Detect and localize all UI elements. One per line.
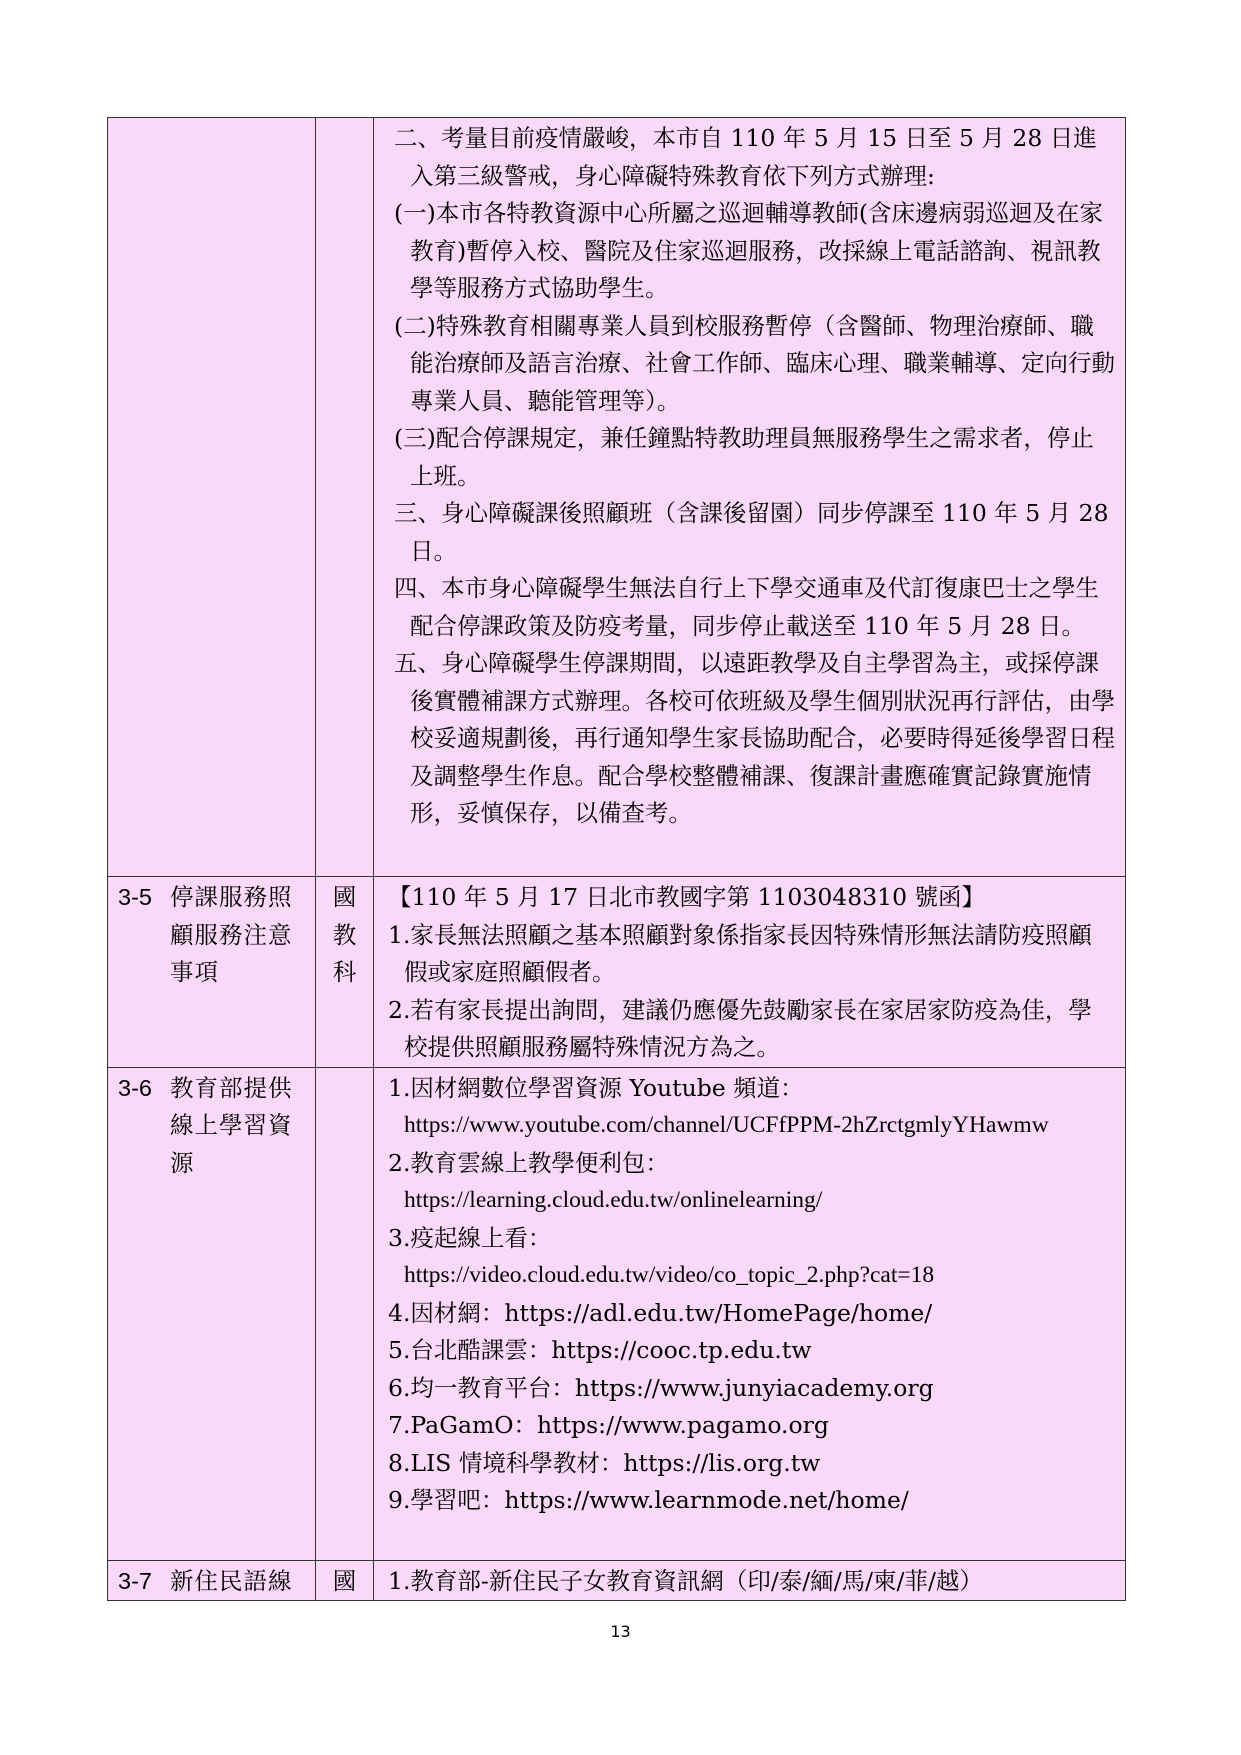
table-row bbox=[108, 1560, 1126, 1601]
paragraph: 二、考量目前疫情嚴峻，本市自 110 年 5 月 15 日至 5 月 28 日進入第三級警戒，身心障礙特殊教育依下列方式辦理: bbox=[394, 124, 1097, 190]
paragraph: 四、本市身心障礙學生無法自行上下學交通車及代訂復康巴士之學生配合停課政策及防疫考量，同步停止載送至 110 年 5 月 28 日。 bbox=[394, 574, 1099, 640]
resource-url[interactable]: https://video.cloud.edu.tw/video/co_topic_2.php?cat=18 bbox=[404, 1262, 935, 1288]
unit-label: 國 bbox=[332, 1566, 357, 1595]
unit-cell bbox=[316, 877, 374, 1068]
paragraph: 1.教育部-新住民子女教育資訊網（印/泰/緬/馬/柬/菲/越） bbox=[388, 1566, 983, 1595]
description-cell bbox=[374, 1560, 1126, 1601]
description-cell bbox=[374, 118, 1126, 877]
resource-link[interactable]: 4.因材網：https://adl.edu.tw/HomePage/home/ bbox=[388, 1298, 933, 1327]
item-cell bbox=[108, 1067, 316, 1560]
unit-cell bbox=[316, 1560, 374, 1601]
item-cell bbox=[108, 118, 316, 877]
item-number: 3-7 bbox=[118, 1567, 152, 1594]
paragraph: (三)配合停課規定，兼任鐘點特教助理員無服務學生之需求者，停止上班。 bbox=[394, 424, 1094, 490]
resource-link[interactable]: 9.學習吧：https://www.learnmode.net/home/ bbox=[388, 1486, 909, 1514]
item-cell bbox=[108, 1560, 316, 1601]
paragraph: (二)特殊教育相關專業人員到校服務暫停（含醫師、物理治療師、職能治療師及語言治療、社會工作師、臨床心理、職業輔導、定向行動專業人員、聽能管理等）。 bbox=[394, 311, 1115, 415]
table-row bbox=[108, 118, 1126, 877]
paragraph: 1.家長無法照顧之基本照顧對象係指家長因特殊情形無法請防疫照顧假或家庭照顧假者。 bbox=[388, 920, 1092, 986]
resource-link[interactable]: 8.LIS 情境科學教材：https://lis.org.tw bbox=[388, 1448, 821, 1477]
unit-cell bbox=[316, 118, 374, 877]
paragraph: 2.若有家長提出詢問，建議仍應優先鼓勵家長在家居家防疫為佳，學校提供照顧服務屬特殊情況方為之。 bbox=[388, 995, 1092, 1061]
paragraph: 【110 年 5 月 17 日北市教國字第 1103048310 號函】 bbox=[388, 883, 986, 911]
description-cell bbox=[374, 1067, 1126, 1560]
unit-label bbox=[316, 1068, 373, 1070]
table-row bbox=[108, 877, 1126, 1068]
item-name: 教育部提供線上學習資源 bbox=[170, 1073, 293, 1177]
paragraph: 三、身心障礙課後照顧班（含課後留園）同步停課至 110 年 5 月 28 日。 bbox=[394, 499, 1109, 565]
unit-label bbox=[316, 118, 373, 120]
resource-label: 2.教育雲線上教學便利包： bbox=[388, 1148, 669, 1177]
resource-url[interactable]: https://learning.cloud.edu.tw/onlinelearning/ bbox=[404, 1187, 823, 1213]
content-table bbox=[107, 117, 1126, 1601]
item-name: 停課服務照顧服務注意事項 bbox=[170, 883, 293, 986]
unit-label: 國教科 bbox=[332, 883, 357, 986]
resource-link[interactable]: 5.台北酷課雲：https://cooc.tp.edu.tw bbox=[388, 1336, 812, 1364]
page-number: 13 bbox=[610, 1622, 631, 1641]
description-cell bbox=[374, 877, 1126, 1068]
resource-link[interactable]: 6.均一教育平台：https://www.junyiacademy.org bbox=[388, 1373, 934, 1402]
item-number: 3-5 bbox=[118, 884, 152, 910]
item-name: 新住民語線 bbox=[170, 1566, 293, 1595]
resource-label: 3.疫起線上看： bbox=[388, 1223, 552, 1252]
item-number: 3-6 bbox=[118, 1074, 152, 1101]
resource-label: 1.因材網數位學習資源 Youtube 頻道： bbox=[388, 1073, 804, 1102]
item-cell bbox=[108, 877, 316, 1068]
paragraph: 五、身心障礙學生停課期間，以遠距教學及自主學習為主，或採停課後實體補課方式辦理。各校可依班級及學生個別狀況再行評估，由學校妥適規劃後，再行通知學生家長協助配合，必要時得延後學習日程及調整學生作息。配合學校整體補課、復課計畫應確實記錄實施情形，妥慎保存，以備查考。 bbox=[394, 649, 1115, 827]
paragraph: (一)本市各特教資源中心所屬之巡迴輔導教師(含床邊病弱巡迴及在家教育)暫停入校、醫院及住家巡迴服務，改採線上電話諮詢、視訊教學等服務方式協助學生。 bbox=[394, 199, 1104, 302]
table-row bbox=[108, 1067, 1126, 1560]
unit-cell bbox=[316, 1067, 374, 1560]
resource-url[interactable]: https://www.youtube.com/channel/UCFfPPM-2hZrctgmlyYHawmw bbox=[404, 1112, 1049, 1138]
resource-link[interactable]: 7.PaGamO：https://www.pagamo.org bbox=[388, 1411, 829, 1439]
